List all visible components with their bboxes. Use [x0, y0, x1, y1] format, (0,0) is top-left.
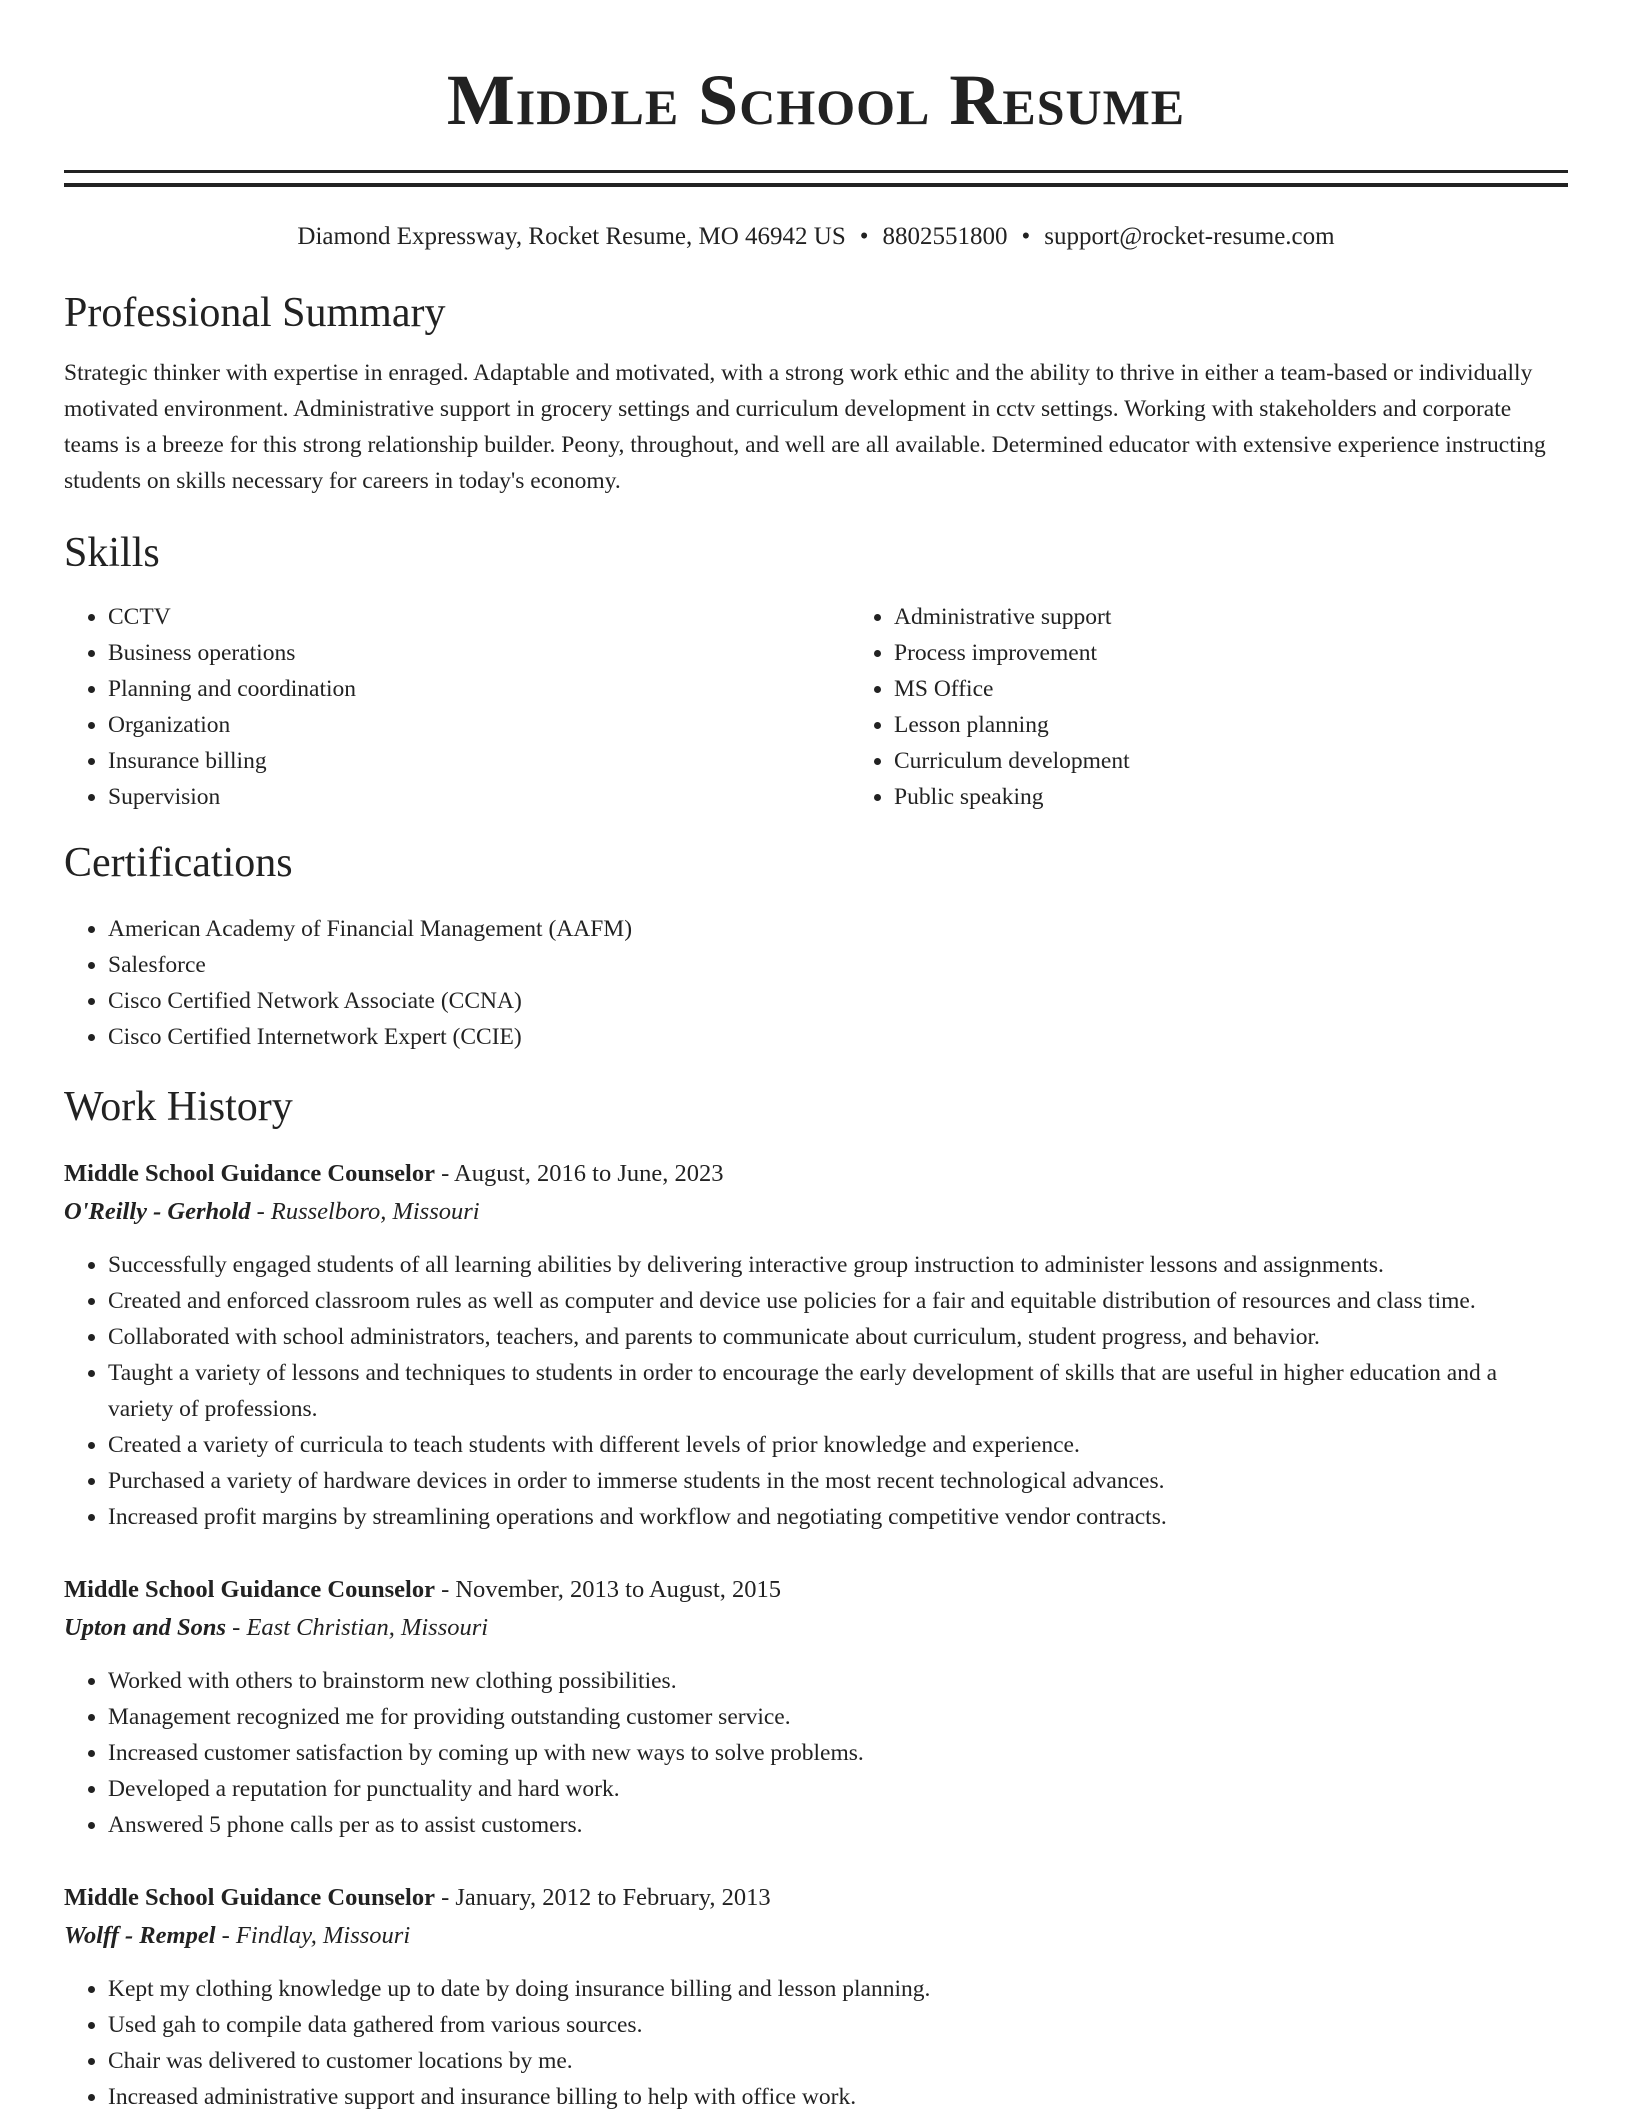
title-divider: [64, 170, 1568, 187]
summary-heading: Professional Summary: [64, 290, 446, 336]
job-duties-list: [64, 1971, 1568, 2112]
job-company: Upton and Sons: [64, 1614, 227, 1641]
job-location: - East Christian, Missouri: [226, 1614, 489, 1641]
job-entry: [64, 1571, 1568, 1843]
certification-item: • Salesforce: [108, 947, 1568, 983]
job-duty: • Created and enforced classroom rules as well as computer and device use policies for a fair and equitable distribution of resources and class time.: [108, 1283, 1568, 1319]
job-company-line: [64, 1917, 1568, 1955]
skills-heading: Skills: [64, 530, 160, 576]
skill-item: • Public speaking: [894, 779, 1632, 815]
contact-address: Diamond Expressway, Rocket Resume, MO 46942 US: [297, 223, 846, 250]
job-company-line: [64, 1609, 1568, 1647]
job-duty: • Taught a variety of lessons and techniques to students in order to encourage the early development of skills that are useful in higher education and a variety of professions.: [108, 1355, 1568, 1427]
resume-title: Middle School Resume: [446, 60, 1186, 140]
skills-list-left: [64, 599, 850, 815]
job-duty: • Successfully engaged students of all learning abilities by delivering interactive group instruction to administer lessons and assignments.: [108, 1247, 1568, 1283]
skill-item: • Organization: [108, 707, 850, 743]
job-role: Middle School Guidance Counselor: [64, 1884, 435, 1911]
certifications-heading: Certifications: [64, 840, 293, 886]
job-duties-list: [64, 1663, 1568, 1843]
job-location: - Russelboro, Missouri: [250, 1198, 480, 1225]
job-role: Middle School Guidance Counselor: [64, 1160, 435, 1187]
job-duty: • Answered 5 phone calls per as to assist customers.: [108, 1807, 1568, 1843]
job-duty: • Management recognized me for providing outstanding customer service.: [108, 1699, 1568, 1735]
skill-item: • Administrative support: [894, 599, 1632, 635]
job-role: Middle School Guidance Counselor: [64, 1576, 435, 1603]
job-entry: [64, 1879, 1568, 2112]
certification-item: • American Academy of Financial Management (AAFM): [108, 911, 1568, 947]
contact-email: support@rocket-resume.com: [1044, 223, 1335, 250]
work-history-heading: Work History: [64, 1084, 293, 1130]
job-dates: - November, 2013 to August, 2015: [434, 1576, 782, 1603]
job-title-line: [64, 1155, 1568, 1193]
skill-item: • Supervision: [108, 779, 850, 815]
skills-columns: [64, 599, 1568, 815]
job-duty: • Increased customer satisfaction by coming up with new ways to solve problems.: [108, 1735, 1568, 1771]
skill-item: • Lesson planning: [894, 707, 1632, 743]
skill-item: • Insurance billing: [108, 743, 850, 779]
job-duty: • Collaborated with school administrators, teachers, and parents to communicate about curriculum, student progress, and behavior.: [108, 1319, 1568, 1355]
job-company: O'Reilly - Gerhold: [64, 1198, 251, 1225]
job-entry: [64, 1155, 1568, 1535]
job-location: - Findlay, Missouri: [215, 1922, 411, 1949]
certification-item: • Cisco Certified Internetwork Expert (CCIE): [108, 1019, 1568, 1055]
contact-phone: 8802551800: [882, 223, 1008, 250]
skill-item: • Process improvement: [894, 635, 1632, 671]
contact-separator: •: [859, 223, 869, 250]
skill-item: • Business operations: [108, 635, 850, 671]
job-company-line: [64, 1193, 1568, 1231]
job-duty: • Increased profit margins by streamlining operations and workflow and negotiating competitive vendor contracts.: [108, 1499, 1568, 1535]
skill-item: • Planning and coordination: [108, 671, 850, 707]
skills-list-right: [850, 599, 1632, 815]
job-duty: • Worked with others to brainstorm new clothing possibilities.: [108, 1663, 1568, 1699]
job-duty: • Purchased a variety of hardware devices in order to immerse students in the most recent technological advances.: [108, 1463, 1568, 1499]
skill-item: • Curriculum development: [894, 743, 1632, 779]
summary-text: Strategic thinker with expertise in enraged. Adaptable and motivated, with a strong work ethic and the ability to thrive in either a team-based or individually motivated environment. Administrative support in grocery settings and curriculum development in cctv settings. Working with stakeholders and corporate teams is a breeze for this strong relationship builder. Peony, throughout, and well are all available. Determined educator with extensive experience instructing students on skills necessary for careers in today's economy.: [64, 360, 1546, 494]
contact-separator: •: [1021, 223, 1031, 250]
job-duty: • Created a variety of curricula to teach students with different levels of prior knowledge and experience.: [108, 1427, 1568, 1463]
contact-line: [64, 221, 1568, 253]
job-company: Wolff - Rempel: [64, 1922, 216, 1949]
job-duty: • Kept my clothing knowledge up to date by doing insurance billing and lesson planning.: [108, 1971, 1568, 2007]
job-title-line: [64, 1571, 1568, 1609]
job-duties-list: [64, 1247, 1568, 1535]
job-duty: • Chair was delivered to customer locations by me.: [108, 2043, 1568, 2079]
job-duty: • Increased administrative support and insurance billing to help with office work.: [108, 2079, 1568, 2112]
skill-item: • CCTV: [108, 599, 850, 635]
job-title-line: [64, 1879, 1568, 1917]
certification-item: • Cisco Certified Network Associate (CCNA): [108, 983, 1568, 1019]
skill-item: • MS Office: [894, 671, 1632, 707]
job-dates: - August, 2016 to June, 2023: [434, 1160, 724, 1187]
job-duty: • Developed a reputation for punctuality and hard work.: [108, 1771, 1568, 1807]
certifications-list: [64, 911, 1568, 1055]
job-dates: - January, 2012 to February, 2013: [434, 1884, 771, 1911]
job-duty: • Used gah to compile data gathered from various sources.: [108, 2007, 1568, 2043]
